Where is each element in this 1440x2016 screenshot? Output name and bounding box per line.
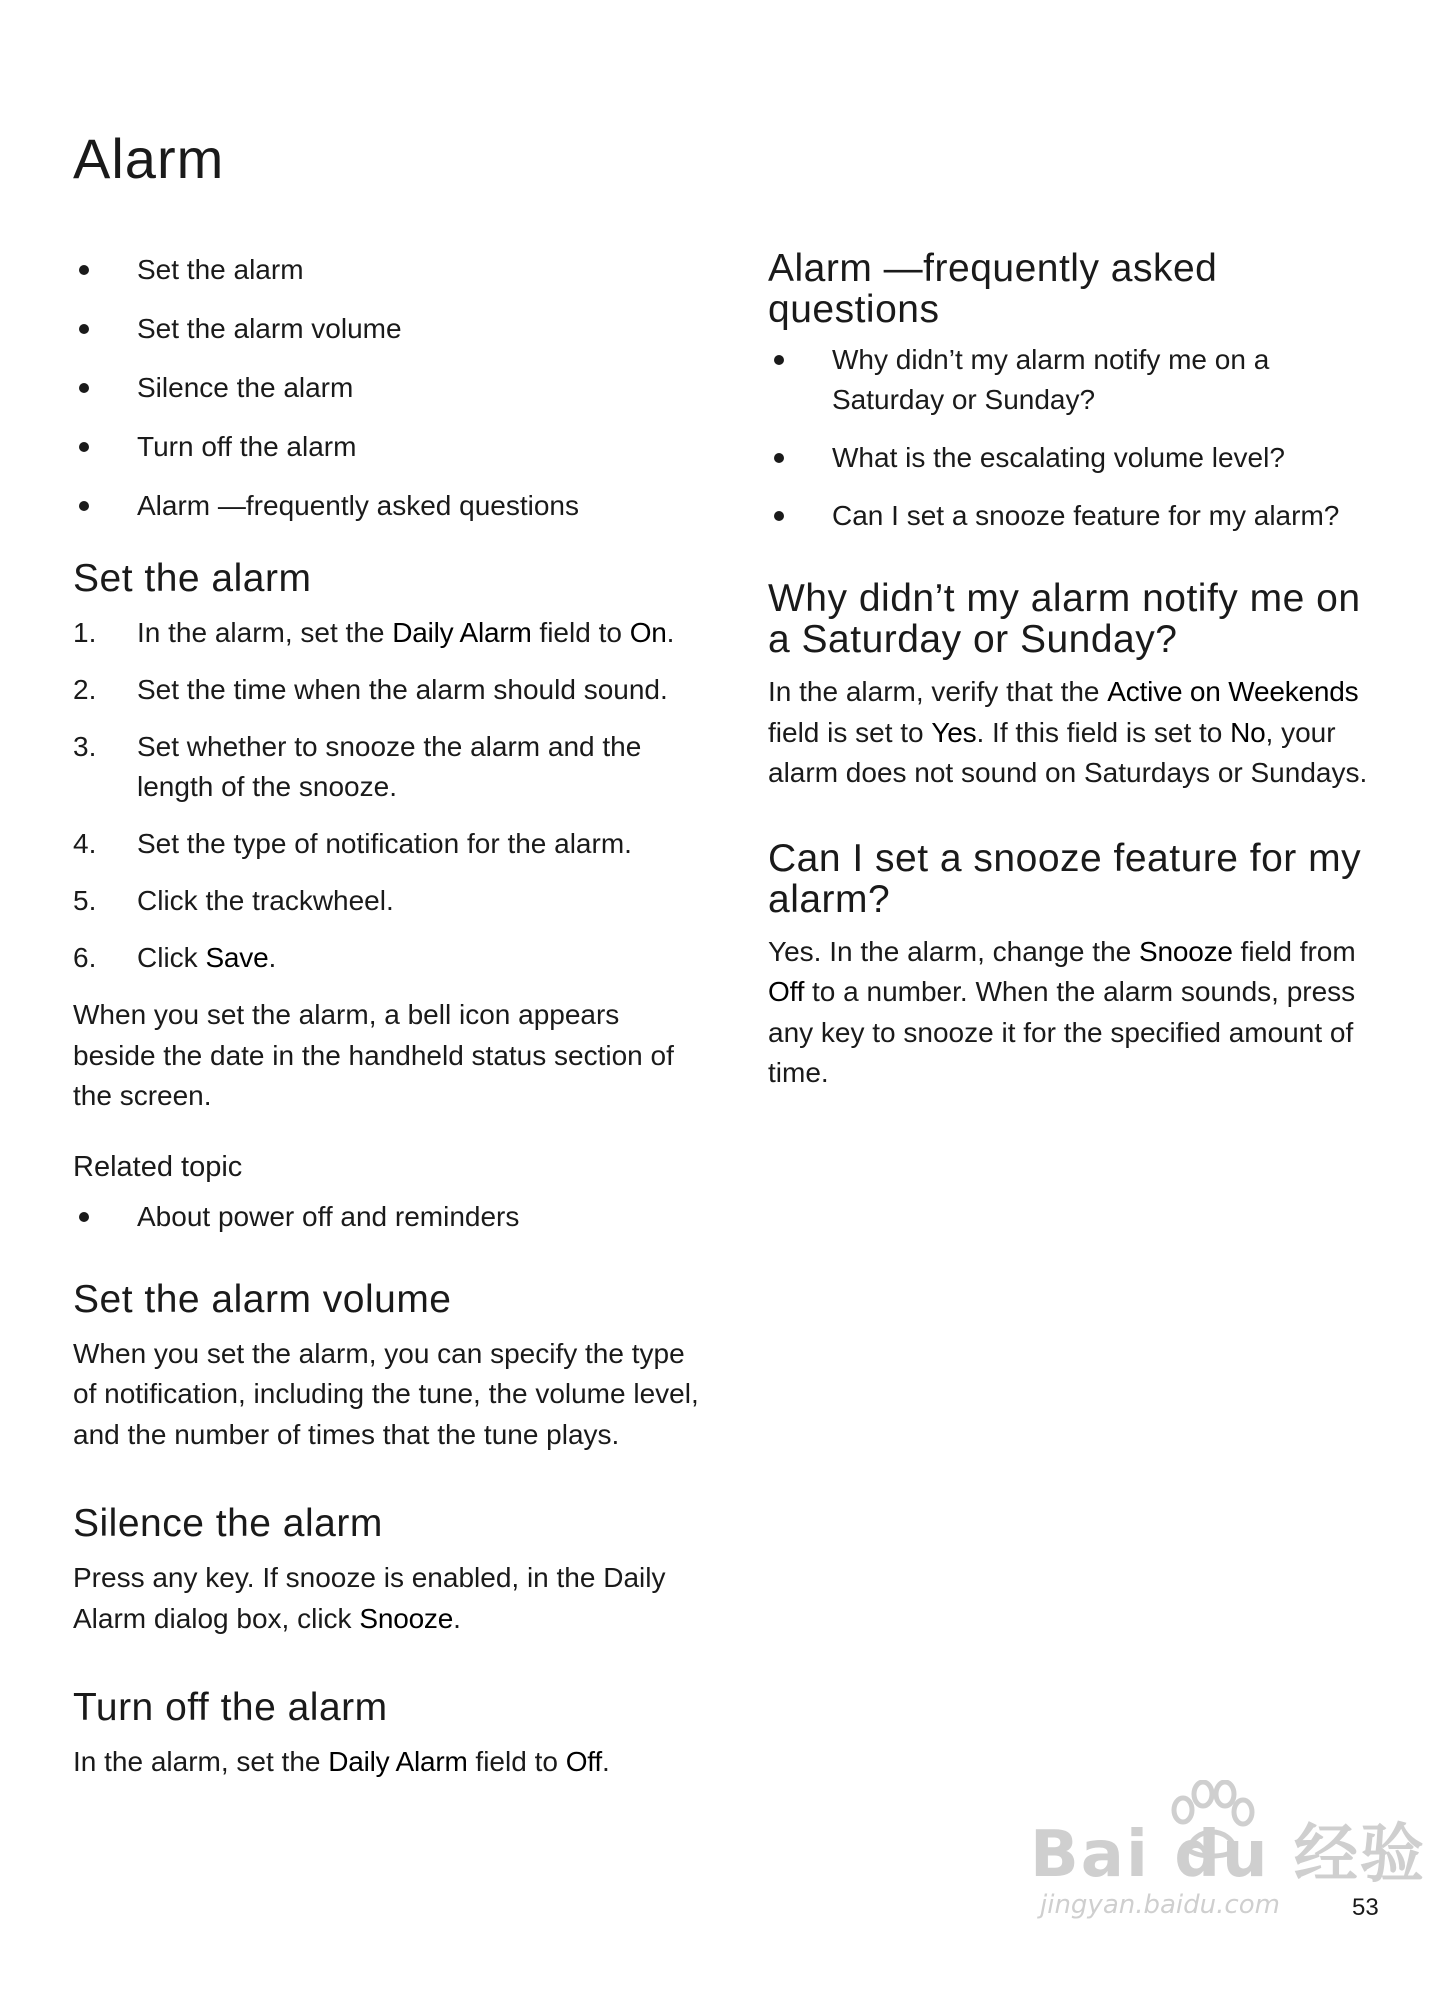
snooze-heading: Can I set a snooze feature for my alarm? xyxy=(768,836,1362,921)
topic-link-set-alarm[interactable]: Set the alarm xyxy=(73,250,705,290)
topic-link-alarm-faq[interactable]: Alarm —frequently asked questions xyxy=(73,486,705,526)
faq-heading: Alarm —frequently asked questions xyxy=(768,247,1218,331)
step-item: 3. Set whether to snooze the alarm and the length of the snooze. xyxy=(73,731,642,802)
page-title: Alarm xyxy=(73,127,225,190)
set-alarm-note: When you set the alarm, a bell icon appears beside the date in the handheld status section of the screen. xyxy=(73,999,674,1111)
faq-link-weekend[interactable]: Why didn’t my alarm notify me on a Saturday or Sunday? xyxy=(768,340,1388,420)
snooze-body: Yes. In the alarm, change the Snooze field from Off to a number. When the alarm sounds, press any key to snooze it for the specified amount of time. xyxy=(768,935,1356,1088)
left-column xyxy=(73,250,705,1783)
faq-list xyxy=(768,340,1388,536)
watermark-logo: Bai du 经验 xyxy=(1030,1818,1426,1892)
related-topic-list xyxy=(73,1197,705,1237)
step-item: 2. Set the time when the alarm should sound. xyxy=(73,674,668,705)
topic-list xyxy=(73,250,705,526)
set-alarm-heading: Set the alarm xyxy=(73,557,312,600)
right-column xyxy=(768,248,1388,1094)
page-number: 53 xyxy=(1352,1894,1379,1921)
paw-icon xyxy=(1165,1780,1255,1860)
set-volume-heading: Set the alarm volume xyxy=(73,1277,452,1321)
watermark-url: jingyan.baidu.com xyxy=(1040,1890,1280,1920)
turn-off-body: In the alarm, set the Daily Alarm field to Off. xyxy=(73,1746,610,1777)
step-item: 5. Click the trackwheel. xyxy=(73,885,394,916)
topic-link-set-alarm-volume[interactable]: Set the alarm volume xyxy=(73,309,705,349)
silence-heading: Silence the alarm xyxy=(73,1502,383,1545)
faq-link-snooze[interactable]: Can I set a snooze feature for my alarm? xyxy=(768,496,1388,536)
step-item: 6. Click Save. xyxy=(73,942,277,973)
faq-link-escalating-volume[interactable]: What is the escalating volume level? xyxy=(768,438,1388,478)
weekend-body: In the alarm, verify that the Active on Weekends field is set to Yes. If this field is set to No, your alarm does not sound on Saturdays or Sundays. xyxy=(768,676,1368,788)
related-topic-link[interactable]: About power off and reminders xyxy=(73,1197,705,1237)
step-item: 1. In the alarm, set the Daily Alarm field to On. xyxy=(73,617,675,648)
weekend-heading: Why didn’t my alarm notify me on a Saturday or Sunday? xyxy=(768,577,1361,661)
step-item: 4. Set the type of notification for the alarm. xyxy=(73,828,632,859)
topic-link-turn-off-alarm[interactable]: Turn off the alarm xyxy=(73,427,705,467)
set-alarm-steps xyxy=(73,613,705,978)
turn-off-heading: Turn off the alarm xyxy=(73,1686,388,1729)
related-topic-label: Related topic xyxy=(73,1150,243,1183)
set-volume-body: When you set the alarm, you can specify the type of notification, including the tune, the volume level, and the number of times that the tune plays. xyxy=(73,1337,699,1450)
silence-body: Press any key. If snooze is enabled, in the Daily Alarm dialog box, click Snooze. xyxy=(73,1562,666,1634)
topic-link-silence-alarm[interactable]: Silence the alarm xyxy=(73,368,705,408)
